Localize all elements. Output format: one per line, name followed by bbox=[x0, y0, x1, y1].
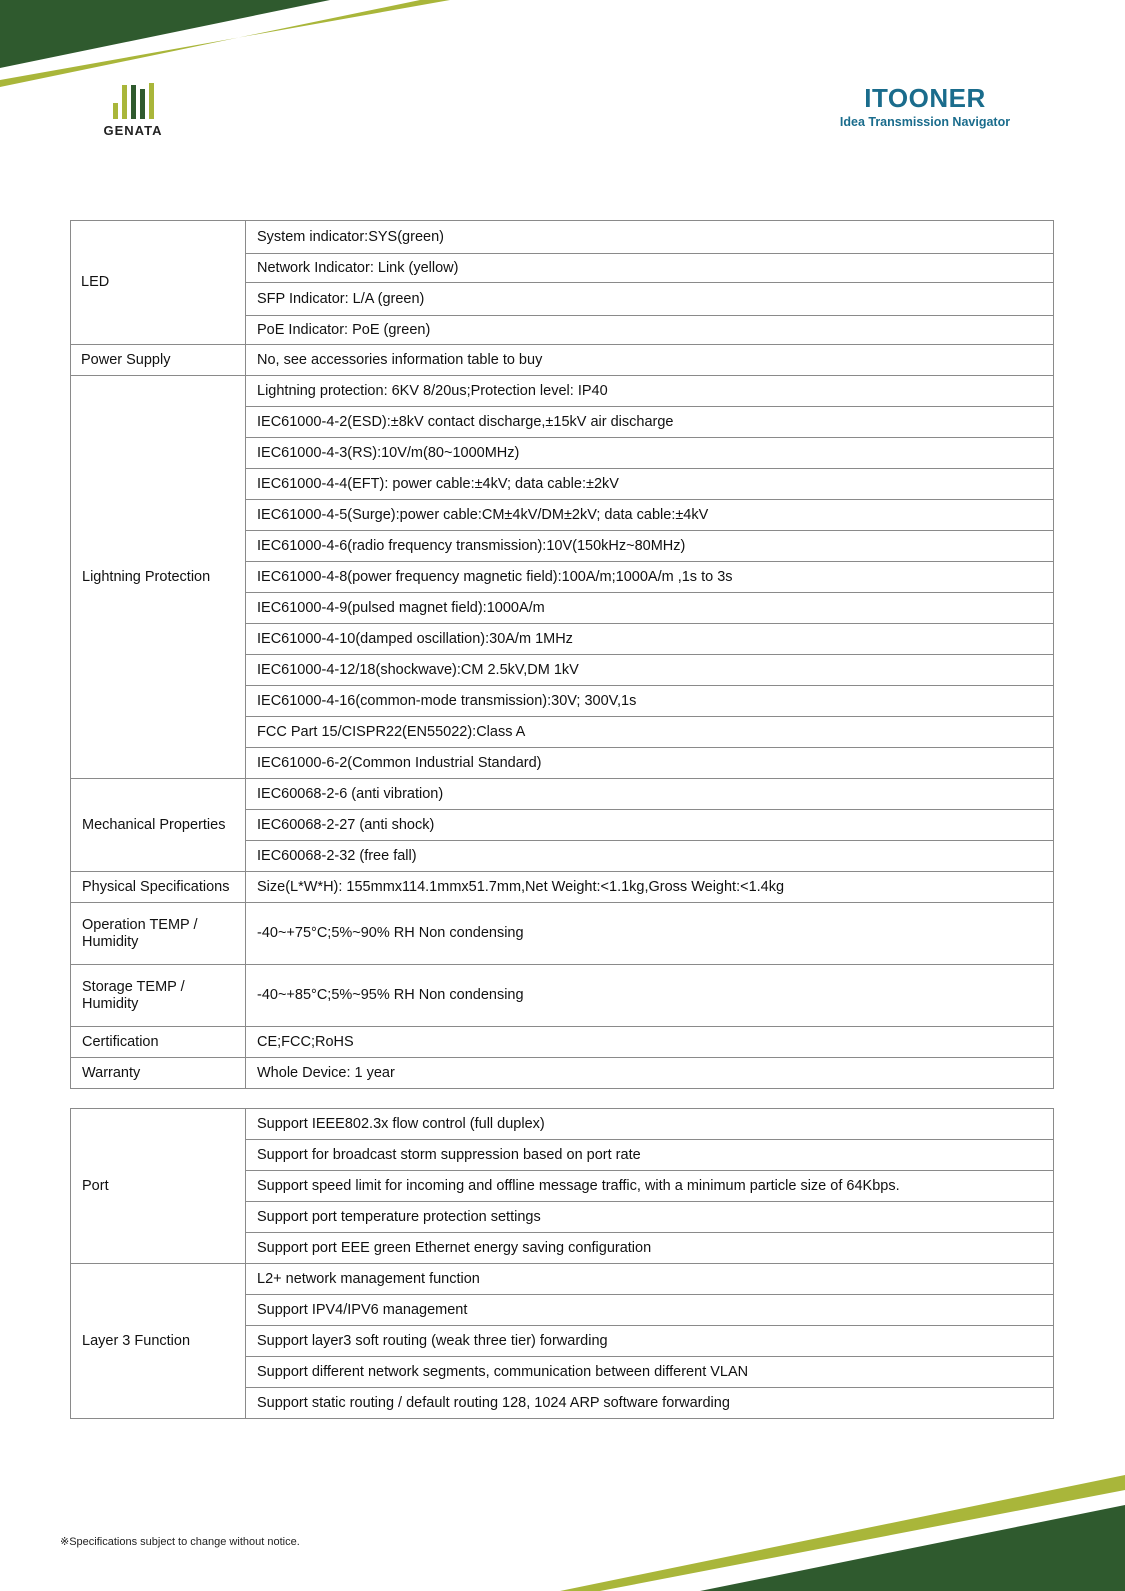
spec-value: No, see accessories information table to buy bbox=[246, 345, 1054, 376]
spec-value: Support speed limit for incoming and offline message traffic, with a minimum particle size of 64Kbps. bbox=[246, 1171, 1054, 1202]
table-row bbox=[71, 872, 1054, 903]
row-label-physical-specifications: Physical Specifications bbox=[71, 872, 246, 903]
spec-value: Support port EEE green Ethernet energy saving configuration bbox=[246, 1233, 1054, 1264]
spec-value: CE;FCC;RoHS bbox=[246, 1027, 1054, 1058]
spec-value: IEC61000-4-10(damped oscillation):30A/m 1MHz bbox=[246, 624, 1054, 655]
row-label-mechanical-properties: Mechanical Properties bbox=[71, 779, 246, 872]
spec-value: IEC61000-4-16(common-mode transmission):30V; 300V,1s bbox=[246, 686, 1054, 717]
spec-value: IEC61000-4-8(power frequency magnetic field):100A/m;1000A/m ,1s to 3s bbox=[246, 562, 1054, 593]
spec-value: FCC Part 15/CISPR22(EN55022):Class A bbox=[246, 717, 1054, 748]
spec-value: Support IPV4/IPV6 management bbox=[246, 1295, 1054, 1326]
spec-value: Support for broadcast storm suppression based on port rate bbox=[246, 1140, 1054, 1171]
spec-value: Support port temperature protection settings bbox=[246, 1202, 1054, 1233]
spec-value: SFP Indicator: L/A (green) bbox=[246, 283, 1054, 316]
spec-value: IEC61000-4-12/18(shockwave):CM 2.5kV,DM 1kV bbox=[246, 655, 1054, 686]
spec-value: Support static routing / default routing 128, 1024 ARP software forwarding bbox=[246, 1388, 1054, 1419]
spec-value: IEC60068-2-32 (free fall) bbox=[246, 841, 1054, 872]
spec-value: Whole Device: 1 year bbox=[246, 1058, 1054, 1089]
spec-value: Support IEEE802.3x flow control (full duplex) bbox=[246, 1109, 1054, 1140]
table-row bbox=[71, 1058, 1054, 1089]
table-row bbox=[71, 221, 1054, 254]
footnote: ※Specifications subject to change without notice. bbox=[60, 1536, 300, 1548]
spec-value: IEC61000-6-2(Common Industrial Standard) bbox=[246, 748, 1054, 779]
row-label-power-supply: Power Supply bbox=[71, 345, 246, 376]
genata-bars-icon bbox=[98, 83, 168, 119]
spec-value: PoE Indicator: PoE (green) bbox=[246, 316, 1054, 345]
spec-table-software bbox=[70, 1108, 1054, 1419]
table-row bbox=[71, 1027, 1054, 1058]
spec-value: IEC61000-4-3(RS):10V/m(80~1000MHz) bbox=[246, 438, 1054, 469]
spec-value: IEC60068-2-6 (anti vibration) bbox=[246, 779, 1054, 810]
spec-value: IEC61000-4-5(Surge):power cable:CM±4kV/DM±2kV; data cable:±4kV bbox=[246, 500, 1054, 531]
spec-value: Size(L*W*H): 155mmx114.1mmx51.7mm,Net Weight:<1.1kg,Gross Weight:<1.4kg bbox=[246, 872, 1054, 903]
row-label-led: LED bbox=[71, 221, 246, 345]
spec-value: IEC61000-4-4(EFT): power cable:±4kV; data cable:±2kV bbox=[246, 469, 1054, 500]
spec-value: IEC61000-4-6(radio frequency transmission):10V(150kHz~80MHz) bbox=[246, 531, 1054, 562]
spec-value: L2+ network management function bbox=[246, 1264, 1054, 1295]
spec-value: IEC61000-4-2(ESD):±8kV contact discharge,±15kV air discharge bbox=[246, 407, 1054, 438]
row-label-port: Port bbox=[71, 1109, 246, 1264]
table-row bbox=[71, 965, 1054, 1027]
spec-value: Lightning protection: 6KV 8/20us;Protection level: IP40 bbox=[246, 376, 1054, 407]
spec-value: IEC60068-2-27 (anti shock) bbox=[246, 810, 1054, 841]
row-label-lightning-protection: Lightning Protection bbox=[71, 376, 246, 779]
spec-table-general bbox=[70, 220, 1054, 1089]
row-label-certification: Certification bbox=[71, 1027, 246, 1058]
itooner-tagline: Idea Transmission Navigator bbox=[839, 115, 1011, 129]
row-label-operation-temp: Operation TEMP / Humidity bbox=[71, 903, 246, 965]
table-row bbox=[71, 779, 1054, 810]
row-label-storage-temp: Storage TEMP / Humidity bbox=[71, 965, 246, 1027]
genata-wordmark: GENATA bbox=[103, 123, 163, 138]
spec-value: Support different network segments, communication between different VLAN bbox=[246, 1357, 1054, 1388]
spec-value: Network Indicator: Link (yellow) bbox=[246, 254, 1054, 283]
table-row bbox=[71, 345, 1054, 376]
itooner-brand: ITOONER bbox=[864, 83, 986, 113]
table-row bbox=[71, 903, 1054, 965]
table-row bbox=[71, 1109, 1054, 1140]
row-label-warranty: Warranty bbox=[71, 1058, 246, 1089]
spec-value: -40~+75°C;5%~90% RH Non condensing bbox=[246, 903, 1054, 965]
genata-logo bbox=[98, 83, 168, 138]
spec-value: IEC61000-4-9(pulsed magnet field):1000A/m bbox=[246, 593, 1054, 624]
itooner-logo bbox=[830, 84, 1020, 129]
spec-value: System indicator:SYS(green) bbox=[246, 221, 1054, 254]
spec-value: -40~+85°C;5%~95% RH Non condensing bbox=[246, 965, 1054, 1027]
spec-value: Support layer3 soft routing (weak three tier) forwarding bbox=[246, 1326, 1054, 1357]
table-row bbox=[71, 376, 1054, 407]
row-label-layer3-function: Layer 3 Function bbox=[71, 1264, 246, 1419]
table-row bbox=[71, 1264, 1054, 1295]
